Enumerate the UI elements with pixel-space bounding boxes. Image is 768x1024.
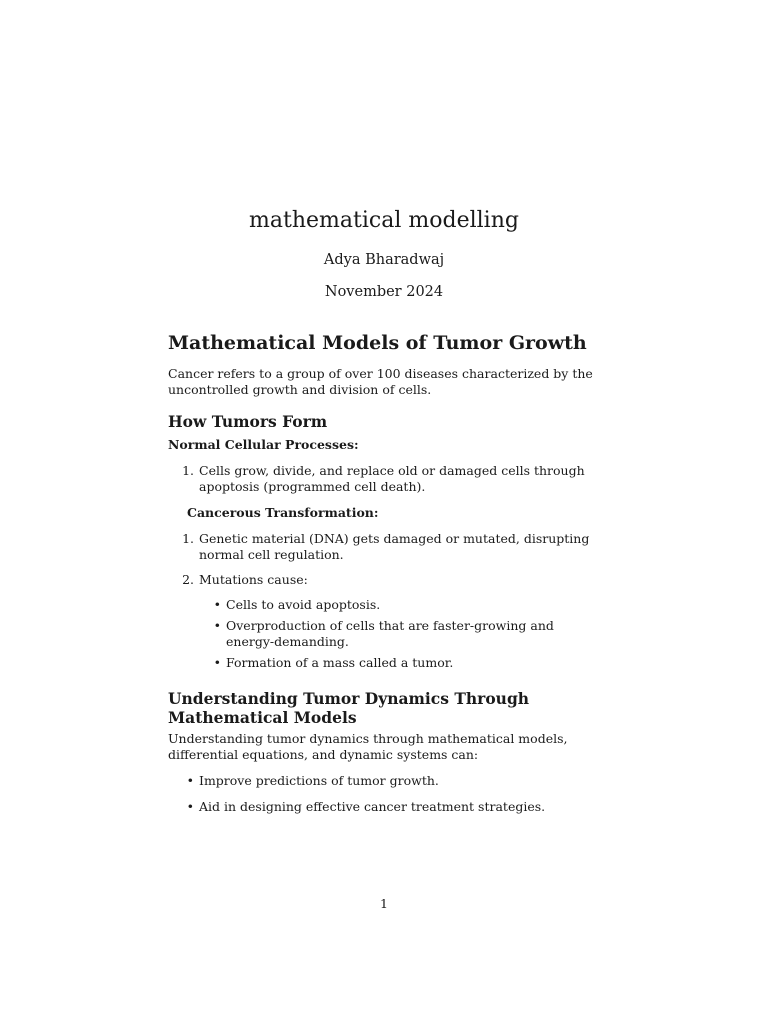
list-item	[168, 572, 604, 588]
normal-processes-list	[168, 463, 604, 495]
section-intro: Cancer refers to a group of over 100 diseases characterized by the uncontrolled growth and division of cells.	[168, 366, 593, 397]
list-item-text: Mutations cause:	[199, 572, 308, 587]
list-item-text: Improve predictions of tumor growth.	[199, 773, 439, 788]
tumor-dynamics-intro: Understanding tumor dynamics through mathematical models, differential equations, and dynamic systems can:	[168, 731, 568, 762]
list-item-text: Formation of a mass called a tumor.	[226, 655, 454, 670]
list-item	[168, 531, 604, 563]
list-marker: 1.	[182, 463, 194, 478]
bullet-marker: •	[213, 655, 221, 670]
cancerous-transformation-heading: Cancerous Transformation:	[187, 505, 379, 520]
list-item	[168, 773, 604, 789]
list-item-text: Genetic material (DNA) gets damaged or mutated, disrupting normal cell regulation.	[199, 531, 590, 562]
tumor-dynamics-list	[168, 773, 604, 815]
list-item	[168, 463, 604, 495]
list-item	[168, 655, 604, 671]
document-body	[168, 330, 604, 815]
list-item	[168, 597, 604, 613]
document-author: Adya Bharadwaj	[323, 252, 445, 268]
list-marker: 2.	[182, 572, 194, 587]
bullet-marker: •	[213, 618, 221, 633]
page-number: 1	[380, 896, 388, 911]
list-item-text: Cells grow, divide, and replace old or damaged cells through apoptosis (programmed cell death).	[199, 463, 585, 494]
subsection-heading-tumor-dynamics: Understanding Tumor Dynamics Through Mathematical Models	[168, 689, 530, 727]
bullet-marker: •	[213, 597, 221, 612]
bullet-marker: •	[186, 773, 194, 788]
mutation-effects-list	[168, 597, 604, 671]
document-title: mathematical modelling	[249, 208, 519, 233]
list-item-text: Aid in designing effective cancer treatment strategies.	[199, 799, 546, 814]
subsection-heading-how-tumors-form: How Tumors Form	[168, 412, 328, 431]
normal-processes-heading: Normal Cellular Processes:	[168, 437, 359, 452]
list-item-text: Cells to avoid apoptosis.	[226, 597, 381, 612]
list-item-text: Overproduction of cells that are faster-growing and energy-demanding.	[226, 618, 554, 649]
list-item	[168, 799, 604, 815]
bullet-marker: •	[186, 799, 194, 814]
document-date: November 2024	[324, 284, 444, 300]
section-heading: Mathematical Models of Tumor Growth	[168, 332, 587, 354]
cancerous-transformation-list	[168, 531, 604, 588]
list-item	[168, 618, 604, 650]
list-marker: 1.	[182, 531, 194, 546]
